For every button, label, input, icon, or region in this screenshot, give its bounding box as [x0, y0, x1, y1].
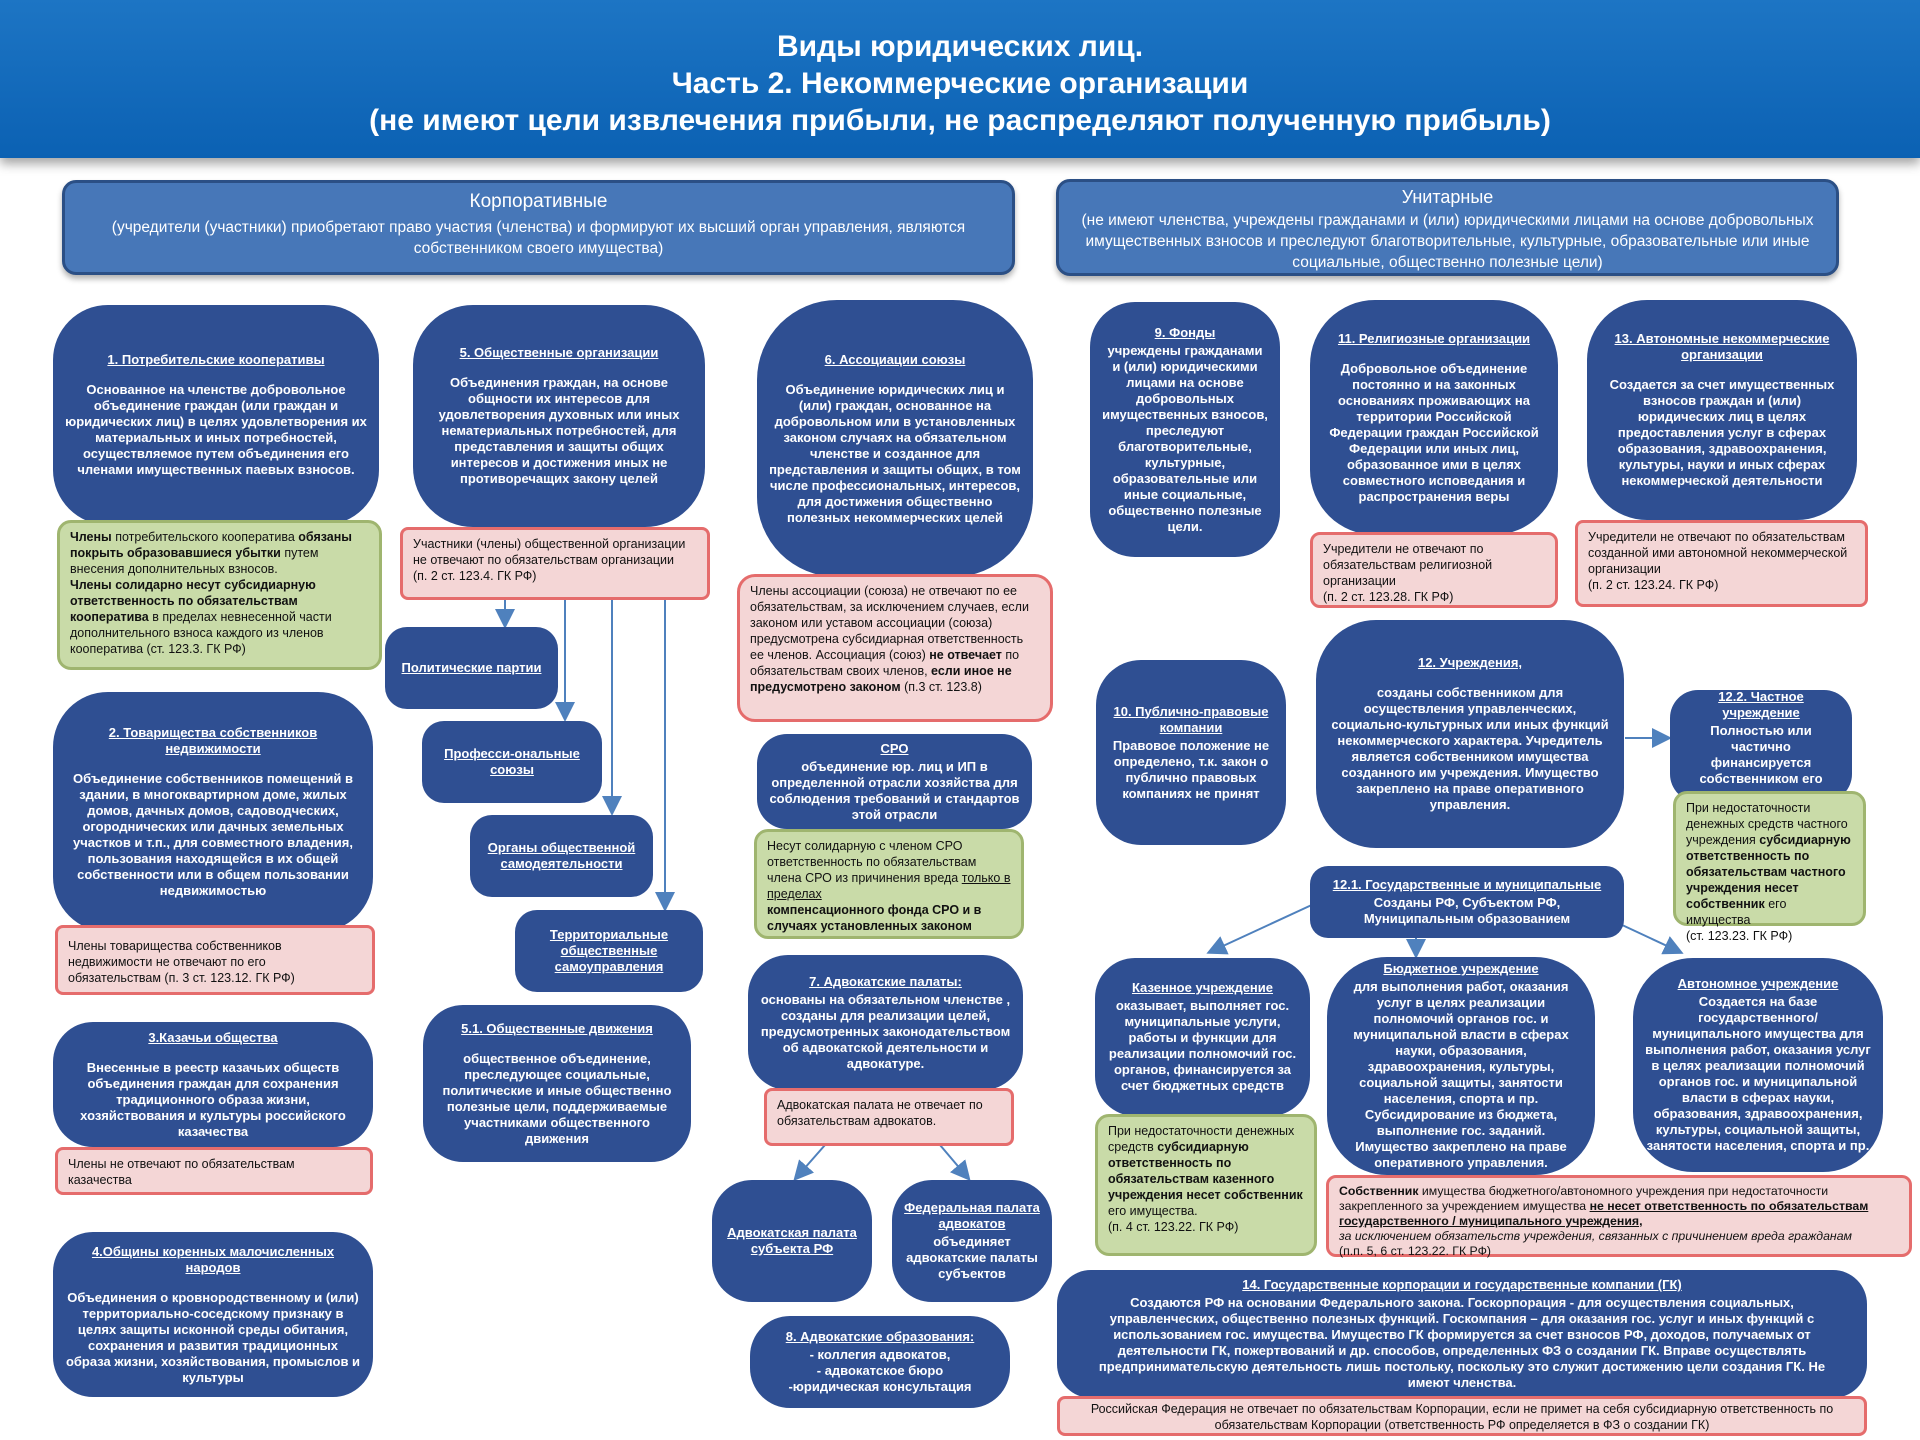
note-religioznye: Учредители не отвечают по обязательствам религиозной организации (п. 2 ст. 123.28. ГК РФ)	[1310, 532, 1558, 608]
node-avtonomnye-nko	[1587, 300, 1857, 520]
note-text: если иное не предусмотрено законом	[750, 664, 1012, 694]
node-kazachi-obshchestva	[53, 1022, 373, 1147]
note-byudzhetnoe-avtonomnoe	[1326, 1175, 1912, 1257]
node-body: - коллегия адвокатов, - адвокатское бюро -юридическая консультация	[788, 1347, 972, 1394]
node-title: Федеральная палата адвокатов	[904, 1200, 1040, 1231]
node-body: Правовое положение не определено, т.к. закон о публично правовых компаниях не принят	[1112, 737, 1270, 801]
note-text: (п.п. 5, 6 ст. 123.22. ГК РФ)	[1339, 1244, 1492, 1258]
node-title: 5.1. Общественные движения	[461, 1020, 653, 1036]
note-text: по обязательствам своих членов,	[750, 648, 1020, 678]
note-text: ,	[1639, 1214, 1643, 1228]
node-title: 11. Религиозные организации	[1337, 330, 1531, 346]
category-corporate-desc: (учредители (участники) приобретают право участия (членства) и формируют их высший орган управления, являются собственником своего имущества)	[111, 219, 966, 257]
node-obshchestvennye-organizatsii	[413, 305, 705, 527]
node-title: 7. Адвокатские палаты:	[809, 973, 962, 989]
node-body: объединение юр. лиц и ИП в определенной отрасли хозяйства для соблюдения требований и стандартов этой отрасли	[769, 758, 1020, 822]
node-title: 8. Адвокатские образования:	[785, 1329, 975, 1344]
node-politicheskie-partii	[385, 627, 558, 709]
node-body: Создается за счет имущественных взносов граждан и (или) юридических лиц в целях предоставления услуг в сферах образования, здравоохранения, культуры, науки и иных сферах некоммерческой деятельности	[1609, 377, 1835, 488]
node-obshchestvennye-dvizheniya	[423, 1005, 691, 1162]
note-text: в пределах невнесенной части дополнительного взноса каждого из членов кооператива (ст. 123.3. ГК РФ)	[70, 610, 332, 656]
node-body: Объединения о кровнородственному и (или) территориально-соседскому признаку в целях защиты исконной среды обитания, сохранения и развития традиционных образа жизни, хозяйствования, промыслов и культуры	[65, 1289, 361, 1385]
node-goskorporatsii	[1057, 1270, 1867, 1398]
note-text: не несет ответственность по обязательствам государственного / муниципального учреждения	[1339, 1199, 1869, 1228]
node-title: 10. Публично-правовые компании	[1113, 703, 1269, 735]
note-text: обязаны покрыть образовавшиеся убытки	[70, 530, 352, 560]
node-body: Созданы РФ, Субъектом РФ, Муниципальным образованием	[1363, 895, 1571, 926]
note-goskorporatsii: Российская Федерация не отвечает по обязательствам Корпорации, если не примет на себя субсидиарную ответственность по обязательствам Корпорации (ответственность РФ определяется в ФЗ о создании ГК)	[1057, 1396, 1867, 1436]
note-text: потребительского кооператива	[111, 530, 299, 544]
node-assotsiatsii-soyuzy	[757, 300, 1033, 577]
note-text: При недостаточности денежных средств	[1108, 1124, 1295, 1154]
note-kooperativy	[57, 520, 382, 670]
node-body: Объединение собственников помещений в здании, в многоквартирном доме, жилых домов, дачных домов, садоводческих, огороднических или дачных земельных участков и т.п., для совместного владения, пользования находящейся в их общей собственности или в общем пользовании недвижимостью	[72, 771, 354, 898]
node-potrebitelskie-kooperativy	[53, 305, 379, 525]
node-body: созданы собственником для осуществления управленческих, социально-культурных или иных функций некоммерческого характера. Учредитель является собственником имущества созданного им учреждения. Имущество закреплено на праве оперативного управления.	[1331, 685, 1609, 812]
node-advokatskie-obrazovaniya	[750, 1316, 1010, 1408]
node-body: для выполнения работ, оказания услуг в целях реализации полномочий органов гос. и муниципальной власти в сферах науки, образования, здравоохранения, культуры, социальной защиты, занятости населения, спорта и пр. Субсидирование из бюджета, выполнение гос. заданий. Имущество закреплено на праве оперативного управления.	[1353, 979, 1569, 1170]
node-title: СРО	[880, 740, 909, 756]
node-body: общественное объединение, преследующее социальные, политические и иные общественно полезные цели, поддерживаемые участниками общественного движения	[442, 1050, 672, 1146]
node-title: 9. Фонды	[1154, 324, 1216, 340]
arrow-to-federalnaya-palata	[940, 1145, 968, 1178]
note-text: При недостаточности денежных средств частного учреждения	[1686, 801, 1848, 847]
category-unitary-title: Унитарные	[1401, 187, 1494, 207]
node-body: Объединения граждан, на основе общности их интересов для удовлетворения духовных или иных нематериальных потребностей, для представления и защиты общих интересов и достижения иных не противоречащих закону целей	[438, 375, 680, 486]
node-chastnoe-uchrezhdenie	[1670, 690, 1852, 802]
node-title: 5. Общественные организации	[459, 345, 659, 360]
note-tovarishchestva: Члены товарищества собственников недвижимости не отвечают по его обязательствам (п. 3 ст. 123.12. ГК РФ)	[55, 925, 375, 995]
note-advokatskie-palaty: Адвокатская палата не отвечает по обязательствам адвокатов.	[764, 1088, 1014, 1146]
node-title: Адвокатская палата субъекта РФ	[727, 1225, 857, 1256]
node-body: объединяет адвокатские палаты субъектов	[906, 1234, 1038, 1281]
node-body: Основанное на членстве добровольное объединение граждан (или граждан и юридических лиц) в целях удовлетворения их материальных и иных потребностей, осуществляемое путем объединения его членами имущественных паевых взносов.	[65, 382, 367, 477]
note-text: компенсационного фонда СРО и в случаях установленных законом	[767, 903, 982, 933]
arrow-to-palata-subekta	[796, 1145, 825, 1178]
node-title: Автономное учреждение	[1677, 976, 1839, 991]
node-title: Территориальные общественные самоуправления	[549, 927, 669, 974]
note-text: путем внесения дополнительных взносов.	[70, 546, 319, 576]
note-text: не отвечает	[929, 648, 1002, 662]
node-title: 12.1. Государственные и муниципальные	[1332, 877, 1602, 892]
note-text: его имущества (ст. 123.23. ГК РФ)	[1686, 897, 1793, 943]
node-obshchiny	[53, 1232, 373, 1397]
node-body: Добровольное объединение постоянно и на законных основаниях проживающих на территории Российской Федерации граждан Российской Федерации или иных лиц, образованное ими в целях совместного исповедания и распространения веры	[1329, 360, 1539, 504]
note-text: Члены	[70, 530, 112, 544]
note-kazennoe	[1095, 1114, 1317, 1256]
node-title: 1. Потребительские кооперативы	[107, 352, 325, 367]
node-title: Органы общественной самодеятельности	[487, 840, 636, 871]
node-advokatskie-palaty	[748, 955, 1023, 1090]
note-text: имущества бюджетного/автономного учреждения при недостаточности закрепленного за учреждением имущества	[1339, 1184, 1829, 1213]
node-kazennoe-uchrezhdenie	[1095, 958, 1310, 1116]
node-body: Создается на базе государственного/муниципального имущества для выполнения работ, оказания услуг в целях реализации полномочий органов гос. и муниципальной власти в сферах науки, образования, здравоохранения, культуры, социальной защиты, занятости населения, спорта и пр.	[1645, 994, 1871, 1153]
note-obshchestvennye-organizatsii: Участники (члены) общественной организации не отвечают по обязательствам организации (п. 2 ст. 123.4. ГК РФ)	[400, 527, 710, 600]
node-title: Бюджетное учреждение	[1383, 961, 1539, 976]
node-avtonomnoe-uchrezhdenie	[1633, 958, 1883, 1172]
note-text: субсидиарную ответственность по обязательствам частного учреждения несет собственник	[1686, 833, 1851, 911]
node-body: Создаются РФ на основании Федерального закона. Госкорпорация - для осуществления социальных, управленческих, общественно полезных функций. Госкомпания – для оказания гос. услуг и иных функций с использованием гос. имущества. Имущество ГК формируется за счет взносов РФ, доходов, получаемых от деятельности ГК, пожертвований и др. способов, определенных ФЗ о создании ГК. Вправе осуществлять предпринимательскую деятельность лишь постольку, поскольку это служит достижению цели создания ГК. Не имеют членства.	[1098, 1295, 1826, 1390]
node-federalnaya-palata	[892, 1180, 1052, 1302]
node-title: 12. Учреждения,	[1417, 655, 1523, 670]
node-tovarishchestva	[53, 692, 373, 932]
node-body: учреждены гражданами и (или) юридическими лицами на основе добровольных имущественных взносов, преследуют благотворительные, культурные, образовательные или иные социальные, общественно полезные цели.	[1102, 342, 1268, 534]
node-title: 14. Государственные корпорации и государственные компании (ГК)	[1242, 1277, 1682, 1292]
note-sro	[754, 829, 1024, 939]
node-title: 12.2. Частное учреждение	[1718, 689, 1804, 720]
node-organy-samodeyatelnosti	[470, 815, 653, 897]
category-unitary	[1056, 179, 1839, 276]
category-unitary-desc: (не имеют членства, учреждены гражданами и (или) юридическими лицами на основе добровольных имущественных взносов и преследуют благотворительные, культурные, образовательные или иные социальные, общественно полезные цели)	[1081, 212, 1814, 271]
node-title: Професси-ональные союзы	[444, 746, 580, 777]
node-body: Полностью или частично финансируется собственником его	[1699, 723, 1823, 786]
node-body: Объединение юридических лиц и (или) граждан, основанное на добровольном или в установленных законом случаях на обязательном членстве и созданное для представления и защиты общих, в том числе профессиональных, интересов, для достижения общественно полезных некоммерческих целей	[769, 381, 1021, 525]
node-gosudarstvennye-municipalnye	[1310, 866, 1624, 938]
note-assotsiatsii	[737, 574, 1053, 722]
note-text: Несут солидарную с членом СРО ответственность по обязательствам члена СРО из причинения вреда	[767, 839, 977, 885]
page-title-line-1: Виды юридических лиц.	[776, 30, 1144, 63]
node-title: 13. Автономные некоммерческие организации	[1614, 331, 1830, 362]
note-text: Собственник	[1339, 1184, 1419, 1198]
note-text: субсидиарную ответственность по обязательствам казенного учреждения несет собственник	[1108, 1140, 1303, 1202]
arrow-to-kazennoe	[1210, 903, 1316, 952]
note-text: Члены ассоциации (союза) не отвечают по ее обязательствам, за исключением случаев, если законом или уставом ассоциации (союза) предусмотрена субсидиарная ответственность ее членов. Ассоциация (союз)	[750, 584, 1029, 662]
node-title: 4.Общины коренных малочисленных народов	[91, 1243, 335, 1275]
node-fondy	[1090, 302, 1280, 557]
node-title: Казенное учреждение	[1131, 980, 1274, 995]
note-text: только в пределах	[767, 871, 1011, 901]
note-kazachi: Члены не отвечают по обязательствам казачества	[55, 1147, 373, 1195]
node-palata-subekta	[712, 1180, 872, 1302]
page-title-line-2: Часть 2. Некоммерческие организации	[671, 67, 1249, 100]
node-byudzhetnoe-uchrezhdenie	[1327, 957, 1595, 1175]
node-publichno-pravovye-kompanii	[1096, 660, 1286, 845]
category-corporate	[62, 180, 1015, 275]
page-title-line-3: (не имеют цели извлечения прибыли, не распределяют полученную прибыль)	[369, 104, 1551, 137]
note-text: (п.3 ст. 123.8)	[900, 680, 982, 694]
note-text: за исключением обязательств учреждения, связанных с причинением вреда гражданам	[1339, 1229, 1852, 1243]
node-profsoyuzy	[422, 721, 602, 803]
node-title: Политические партии	[401, 660, 542, 675]
node-body: основаны на обязательном членстве , созданы для реализации целей, предусмотренных законодательством об адвокатской деятельности и адвокатуре.	[760, 991, 1011, 1071]
note-avtonomnye-nko: Учредители не отвечают по обязательствам созданной ими автономной некоммерческой организации (п. 2 ст. 123.24. ГК РФ)	[1575, 520, 1868, 607]
node-religioznye-organizatsii	[1310, 300, 1558, 535]
category-corporate-title: Корпоративные	[469, 191, 608, 212]
node-body: Внесенные в реестр казачьих обществ объединения граждан для сохранения традиционного образа жизни, хозяйствования и культуры российского казачества	[80, 1059, 346, 1139]
node-body: оказывает, выполняет гос. муниципальные услуги, работы и функции для реализации полномочий гос. органов, финансируется за счет бюджетных средств	[1108, 998, 1297, 1093]
note-chastnoe-uchrezhdenie	[1673, 791, 1866, 943]
note-text: его имущества. (п. 4 ст. 123.22. ГК РФ)	[1108, 1204, 1239, 1234]
node-title: 3.Казачьи общества	[148, 1029, 278, 1045]
node-title: 6. Ассоциации союзы	[824, 351, 966, 367]
node-sro	[757, 734, 1032, 829]
node-title: 2. Товарищества собственников недвижимости	[108, 725, 318, 756]
node-territorialnye-samoupravleniya	[515, 910, 703, 992]
node-uchrezhdeniya	[1316, 620, 1624, 848]
note-text: Члены солидарно несут субсидиарную ответственность по обязательствам кооператива	[70, 578, 316, 624]
